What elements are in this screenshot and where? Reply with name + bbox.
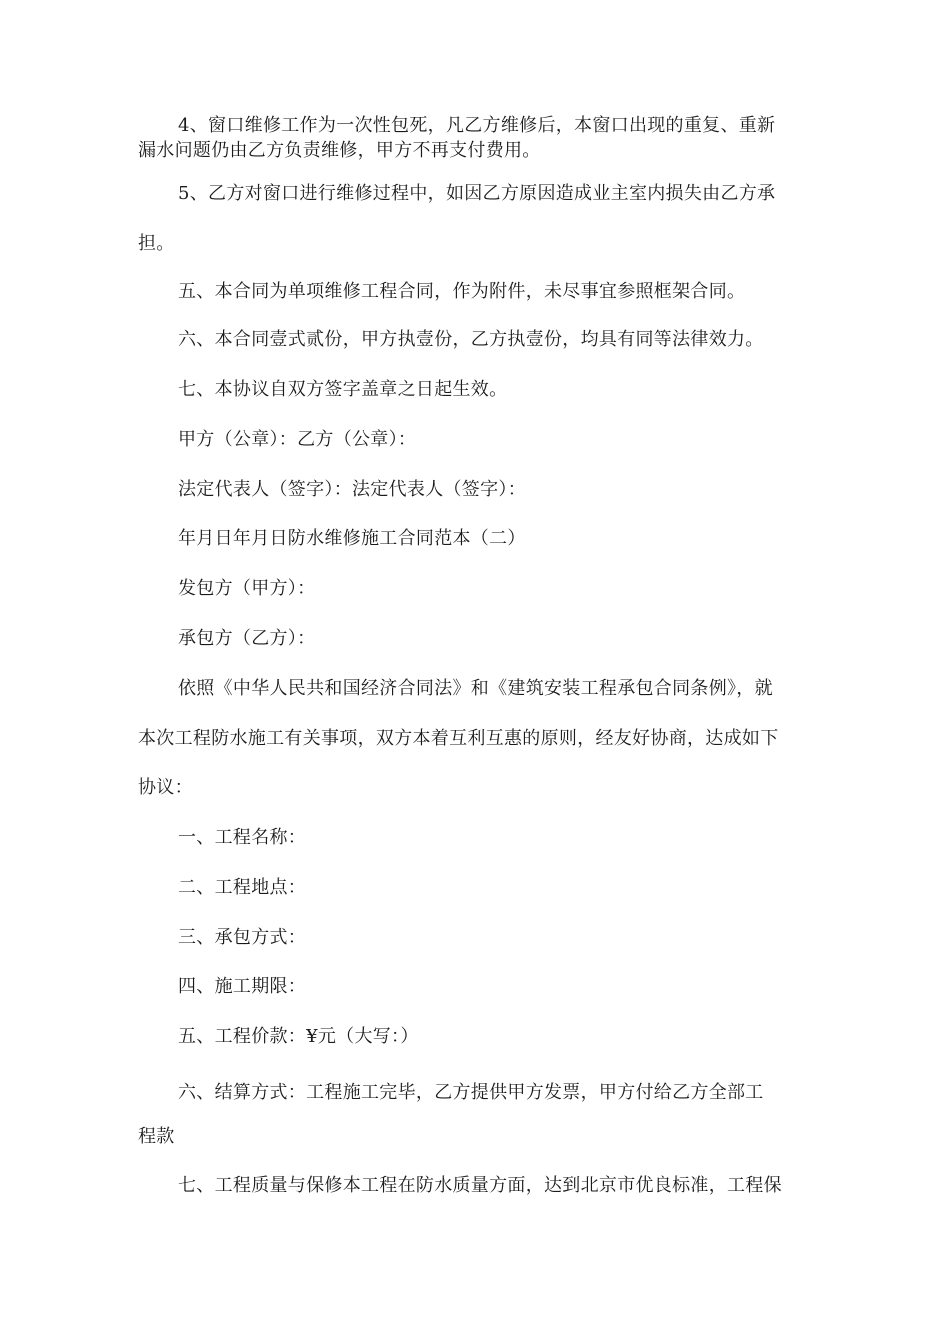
preamble-line-2: 本次工程防水施工有关事项，双方本着互利互惠的原则，经友好协商，达成如下 — [138, 728, 779, 749]
contractor-party: 承包方（乙方）： — [178, 628, 316, 649]
legal-representatives: 法定代表人（签字）：法定代表人（签字）： — [178, 479, 526, 500]
quality-warranty: 七、工程质量与保修本工程在防水质量方面，达到北京市优良标准，工程保 — [178, 1175, 782, 1196]
project-price: 五、工程价款：¥元（大写：） — [178, 1026, 419, 1047]
employer-party: 发包方（甲方）： — [178, 578, 316, 599]
clause-4-line-1: 4、窗口维修工作为一次性包死，凡乙方维修后，本窗口出现的重复、重新 — [178, 115, 776, 136]
article-6: 六、本合同壹式贰份，甲方执壹份，乙方执壹份，均具有同等法律效力。 — [178, 329, 764, 350]
project-name: 一、工程名称： — [178, 827, 307, 848]
article-7: 七、本协议自双方签字盖章之日起生效。 — [178, 379, 508, 400]
settlement-line-2: 程款 — [138, 1126, 175, 1147]
construction-period: 四、施工期限： — [178, 976, 307, 997]
article-5: 五、本合同为单项维修工程合同，作为附件，未尽事宜参照框架合同。 — [178, 281, 746, 302]
clause-4-line-2: 漏水问题仍由乙方负责维修，甲方不再支付费用。 — [138, 140, 541, 161]
preamble-line-3: 协议： — [138, 777, 193, 798]
preamble-line-1: 依照《中华人民共和国经济合同法》和《建筑安装工程承包合同条例》，就 — [178, 678, 773, 699]
clause-5-line-2: 担。 — [138, 233, 175, 254]
settlement-line-1: 六、结算方式：工程施工完毕，乙方提供甲方发票，甲方付给乙方全部工 — [178, 1082, 764, 1103]
party-seals: 甲方（公章）：乙方（公章）： — [178, 429, 417, 450]
project-location: 二、工程地点： — [178, 877, 307, 898]
contract-method: 三、承包方式： — [178, 927, 307, 948]
clause-5-line-1: 5、乙方对窗口进行维修过程中，如因乙方原因造成业主室内损失由乙方承 — [178, 183, 776, 204]
date-and-title: 年月日年月日防水维修施工合同范本（二） — [178, 528, 526, 549]
